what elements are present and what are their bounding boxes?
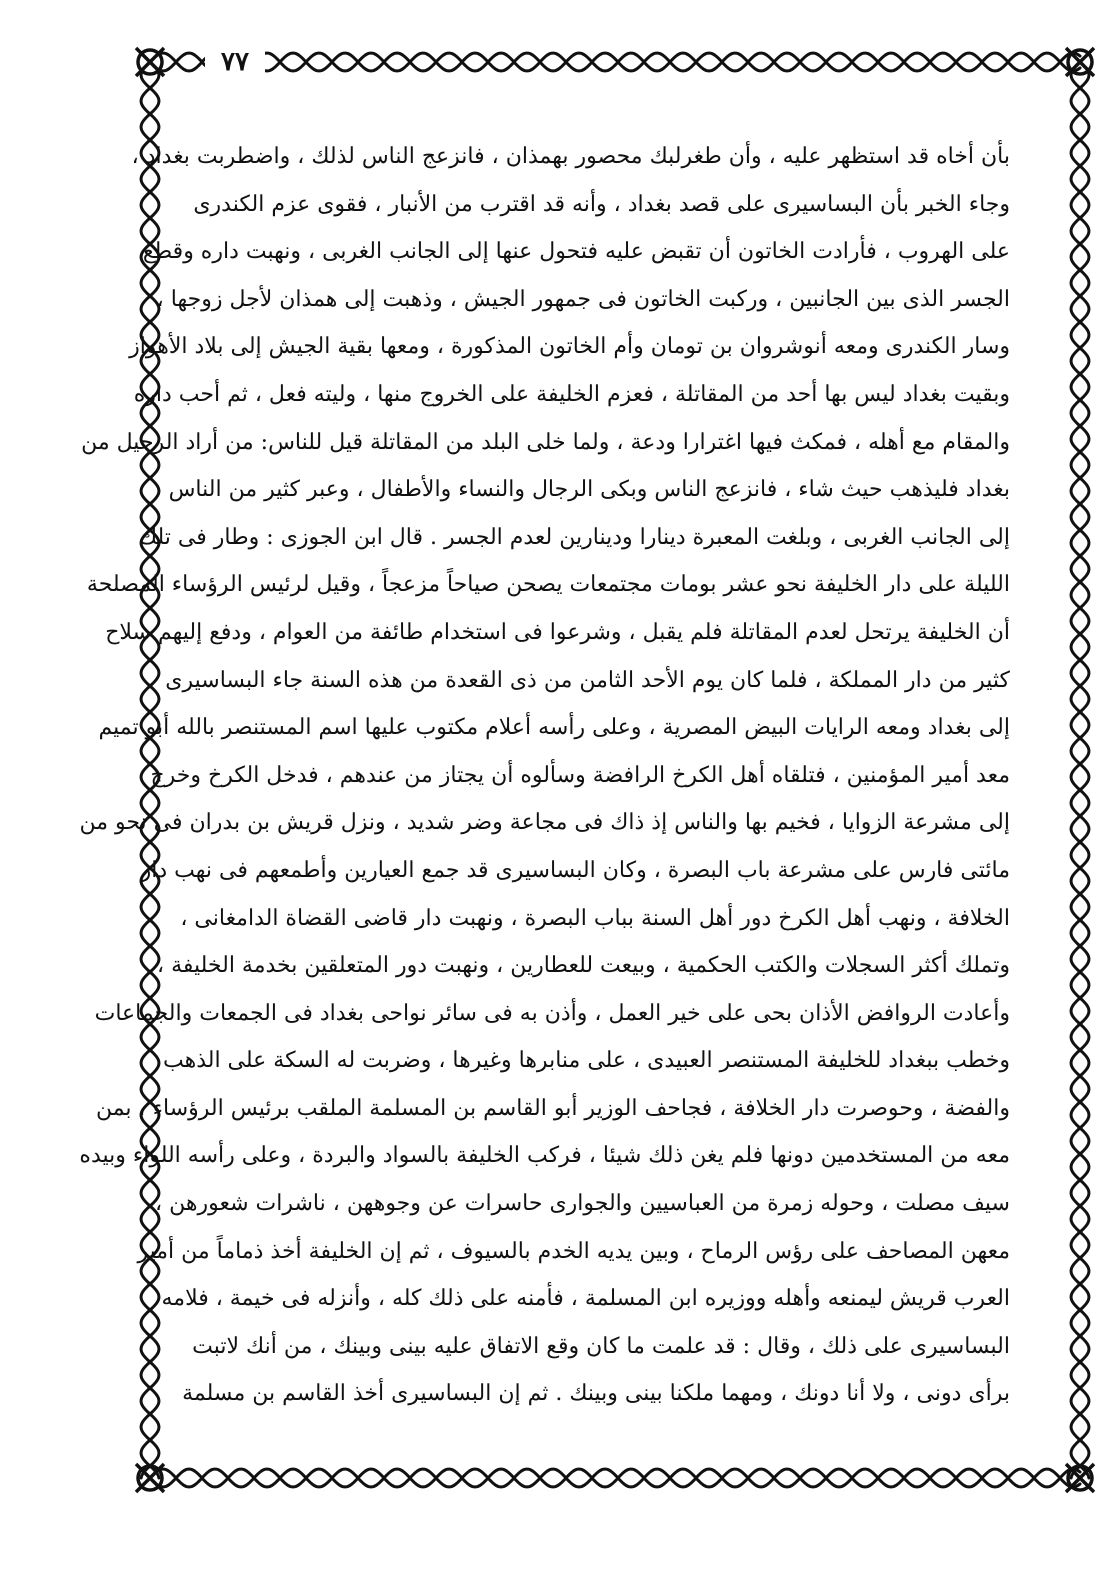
text-line: والمقام مع أهله ، فمكث فيها اغترارا ودعة ، ولما خلى البلد من المقاتلة قيل للناس: من أراد الرحيل من: [81, 429, 1010, 455]
border-corner-cross: [1066, 48, 1094, 76]
border-corner-cross: [136, 48, 164, 76]
border-braid-strand: [150, 1469, 1080, 1487]
text-line: وأعادت الروافض الأذان بحى على خير العمل ، وأذن به فى سائر نواحى بغداد فى الجمعات والجماعات: [94, 1000, 1010, 1026]
text-line: معد أمير المؤمنين ، فتلقاه أهل الكرخ الرافضة وسألوه أن يجتاز من عندهم ، فدخل الكرخ وخرج: [150, 762, 1010, 788]
text-line: إلى الجانب الغربى ، وبلغت المعبرة دينارا ودينارين لعدم الجسر . قال ابن الجوزى : وطار فى تلك: [138, 524, 1010, 550]
text-line: وخطب ببغداد للخليفة المستنصر العبيدى ، على منابرها وغيرها ، وضربت له السكة على الذهب: [163, 1048, 1010, 1074]
text-line: وسار الكندرى ومعه أنوشروان بن تومان وأم الخاتون المذكورة ، ومعها بقية الجيش إلى بلاد الأهواز: [129, 334, 1010, 360]
text-line: معه من المستخدمين دونها فلم يغن ذلك شيئا ، فركب الخليفة بالسواد والبردة ، وعلى رأسه اللواء وبيده: [79, 1143, 1010, 1169]
text-line: بغداد فليذهب حيث شاء ، فانزعج الناس وبكى الرجال والنساء والأطفال ، وعبر كثير من الناس: [168, 477, 1010, 503]
text-line: وتملك أكثر السجلات والكتب الحكمية ، وبيعت للعطارين ، ونهبت دور المتعلقين بخدمة الخليفة ،: [156, 953, 1010, 979]
text-line: بأن أخاه قد استظهر عليه ، وأن طغرلبك محصور بهمذان ، فانزعج الناس لذلك ، واضطربت بغداد ،: [131, 144, 1010, 169]
text-line: سيف مصلت ، وحوله زمرة من العباسيين والجوارى حاسرات عن وجوههن ، ناشرات شعورهن ،: [155, 1191, 1010, 1217]
border-braid-strand: [150, 1469, 1080, 1487]
text-line: كثير من دار المملكة ، فلما كان يوم الأحد الثامن من ذى القعدة من هذه السنة جاء البساسيرى: [165, 667, 1010, 693]
page-number: ٧٧: [205, 42, 265, 82]
text-line: على الهروب ، فأرادت الخاتون أن تقبض عليه فتحول عنها إلى الجانب الغربى ، ونهبت داره وقطع: [142, 239, 1010, 265]
text-line: مائتى فارس على مشرعة باب البصرة ، وكان البساسيرى قد جمع العيارين وأطمعهم فى نهب دار: [140, 857, 1010, 883]
border-braid-strand: [150, 53, 1080, 71]
text-line: إلى مشرعة الزوايا ، فخيم بها والناس إذ ذاك فى مجاعة وضر شديد ، ونزل قريش بن بدران فى نحو من: [79, 810, 1010, 836]
text-line: معهن المصاحف على رؤس الرماح ، وبين يديه الخدم بالسيوف ، ثم إن الخليفة أخذ ذماماً من أمير: [137, 1238, 1010, 1264]
text-line: الجسر الذى بين الجانبين ، وركبت الخاتون فى جمهور الجيش ، وذهبت إلى همذان لأجل زوجها ،: [156, 286, 1010, 312]
text-line: العرب قريش ليمنعه وأهله ووزيره ابن المسلمة ، فأمنه على ذلك كله ، وأنزله فى خيمة ، فلامه: [161, 1286, 1010, 1312]
text-line: والفضة ، وحوصرت دار الخلافة ، فجاحف الوزير أبو القاسم بن المسلمة الملقب برئيس الرؤساء ، بمن: [95, 1095, 1010, 1121]
text-line: وجاء الخبر بأن البساسيرى على قصد بغداد ، وأنه قد اقترب من الأنبار ، فقوى عزم الكندرى: [193, 191, 1010, 217]
border-braid-strand: [150, 53, 1080, 71]
text-line: إلى بغداد ومعه الرايات البيض المصرية ، وعلى رأسه أعلام مكتوب عليها اسم المستنصر بالله أبو تميم: [98, 715, 1010, 741]
text-line: أن الخليفة يرتحل لعدم المقاتلة فلم يقبل ، وشرعوا فى استخدام طائفة من العوام ، ودفع إليهم سلاح: [105, 619, 1010, 645]
body-text: [79, 133, 1010, 1418]
text-line: الليلة على دار الخليفة نحو عشر بومات مجتمعات يصحن صياحاً مزعجاً ، وقيل لرئيس الرؤساء المصلحة: [86, 572, 1010, 598]
text-line: البساسيرى على ذلك ، وقال : قد علمت ما كان وقع الاتفاق عليه بينى وبينك ، من أنك لاتبت: [192, 1333, 1010, 1359]
text-line: وبقيت بغداد ليس بها أحد من المقاتلة ، فعزم الخليفة على الخروج منها ، وليته فعل ، ثم أحب داره: [133, 381, 1010, 407]
text-line: الخلافة ، ونهب أهل الكرخ دور أهل السنة بباب البصرة ، ونهبت دار قاضى القضاة الدامغانى ،: [180, 905, 1010, 931]
text-line: برأى دونى ، ولا أنا دونك ، ومهما ملكنا بينى وبينك . ثم إن البساسيرى أخذ القاسم بن مسلمة: [182, 1381, 1010, 1407]
